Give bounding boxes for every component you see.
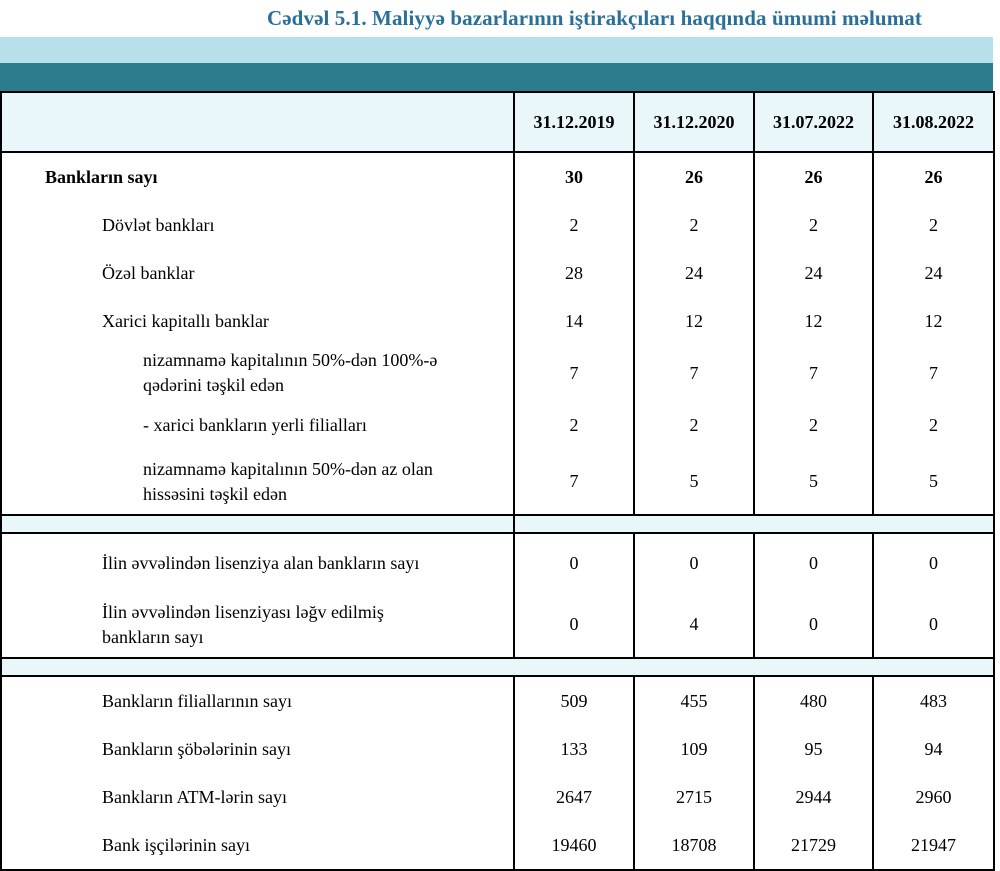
row-label: Özəl banklar	[1, 249, 514, 297]
table-row	[1, 533, 994, 592]
table-cell: 4	[634, 592, 754, 658]
table-row	[1, 152, 994, 201]
row-label-line: hissəsini təşkil edən	[143, 483, 287, 504]
table-row	[1, 773, 994, 821]
section-separator	[1, 515, 994, 533]
table-cell: 18708	[634, 821, 754, 870]
table-cell: 509	[514, 676, 634, 725]
header-band-dark	[0, 63, 993, 91]
table-cell: 28	[514, 249, 634, 297]
table-cell: 7	[873, 345, 994, 401]
row-label: Bank işçilərinin sayı	[1, 821, 514, 870]
row-label: Xarici kapitallı banklar	[1, 297, 514, 345]
table-cell: 0	[634, 533, 754, 592]
table-row	[1, 401, 994, 449]
row-label: Bankların filiallarının sayı	[1, 676, 514, 725]
table-cell: 2647	[514, 773, 634, 821]
banks-table	[0, 91, 995, 871]
row-label: Bankların ATM-lərin sayı	[1, 773, 514, 821]
table-cell: 2	[754, 201, 873, 249]
row-label: Dövlət bankları	[1, 201, 514, 249]
table-cell: 0	[754, 592, 873, 658]
table-row	[1, 249, 994, 297]
table-cell: 0	[514, 592, 634, 658]
table-cell: 0	[754, 533, 873, 592]
column-header: 31.12.2020	[634, 92, 754, 152]
table-cell: 26	[634, 152, 754, 201]
table-cell: 5	[634, 449, 754, 515]
table-cell: 0	[873, 592, 994, 658]
table-row	[1, 592, 994, 658]
table-cell: 24	[634, 249, 754, 297]
table-cell: 5	[873, 449, 994, 515]
row-label: İlin əvvəlindən lisenziya alan bankların sayı	[1, 533, 514, 592]
table-cell: 12	[634, 297, 754, 345]
table-row	[1, 676, 994, 725]
table-cell: 2715	[634, 773, 754, 821]
table-cell: 12	[754, 297, 873, 345]
row-label-line: İlin əvvəlindən lisenziyası ləğv edilmiş	[102, 601, 384, 622]
table-cell: 2	[514, 201, 634, 249]
table-cell: 24	[873, 249, 994, 297]
table-cell: 7	[514, 449, 634, 515]
table-header-row	[1, 92, 994, 152]
row-label	[1, 345, 514, 401]
row-label-line: nizamnamə kapitalının 50%-dən 100%-ə	[143, 350, 438, 370]
table-row	[1, 821, 994, 870]
column-header: 31.12.2019	[514, 92, 634, 152]
table-cell: 2	[873, 201, 994, 249]
table-cell: 2	[873, 401, 994, 449]
table-cell: 19460	[514, 821, 634, 870]
row-label: Bankların sayı	[1, 152, 514, 201]
row-label: Bankların şöbələrinin sayı	[1, 725, 514, 773]
column-header: 31.08.2022	[873, 92, 994, 152]
row-label	[1, 592, 514, 658]
row-label-line: qədərini təşkil edən	[143, 375, 284, 395]
table-cell: 21729	[754, 821, 873, 870]
table-cell: 2	[634, 201, 754, 249]
row-label: - xarici bankların yerli filialları	[1, 401, 514, 449]
table-cell: 483	[873, 676, 994, 725]
header-empty-cell	[1, 92, 514, 152]
table-row	[1, 725, 994, 773]
table-cell: 2944	[754, 773, 873, 821]
table-row	[1, 297, 994, 345]
row-label-line: nizamnamə kapitalının 50%-dən az olan	[143, 458, 433, 479]
table-cell: 12	[873, 297, 994, 345]
table-cell: 7	[754, 345, 873, 401]
header-band-light	[0, 37, 993, 63]
table-cell: 0	[514, 533, 634, 592]
table-cell: 7	[514, 345, 634, 401]
row-label-line: bankların sayı	[102, 626, 204, 647]
separator-cell	[1, 515, 514, 533]
table-cell: 21947	[873, 821, 994, 870]
table-cell: 2960	[873, 773, 994, 821]
table-cell: 133	[514, 725, 634, 773]
table-cell: 480	[754, 676, 873, 725]
separator-cell	[514, 515, 994, 533]
table-cell: 0	[873, 533, 994, 592]
table-cell: 94	[873, 725, 994, 773]
table-cell: 7	[634, 345, 754, 401]
table-cell: 30	[514, 152, 634, 201]
table-cell: 26	[754, 152, 873, 201]
row-label	[1, 449, 514, 515]
table-row	[1, 345, 994, 401]
table-cell: 14	[514, 297, 634, 345]
column-header: 31.07.2022	[754, 92, 873, 152]
table-row	[1, 201, 994, 249]
table-cell: 5	[754, 449, 873, 515]
table-cell: 26	[873, 152, 994, 201]
table-cell: 2	[754, 401, 873, 449]
table-cell: 2	[634, 401, 754, 449]
table-cell: 109	[634, 725, 754, 773]
table-cell: 455	[634, 676, 754, 725]
table-cell: 2	[514, 401, 634, 449]
table-cell: 95	[754, 725, 873, 773]
separator-cell	[1, 658, 994, 676]
section-separator	[1, 658, 994, 676]
table-cell: 24	[754, 249, 873, 297]
page-title: Cədvəl 5.1. Maliyyə bazarlarının iştirakçıları haqqında ümumi məlumat	[267, 6, 922, 30]
table-row	[1, 449, 994, 515]
